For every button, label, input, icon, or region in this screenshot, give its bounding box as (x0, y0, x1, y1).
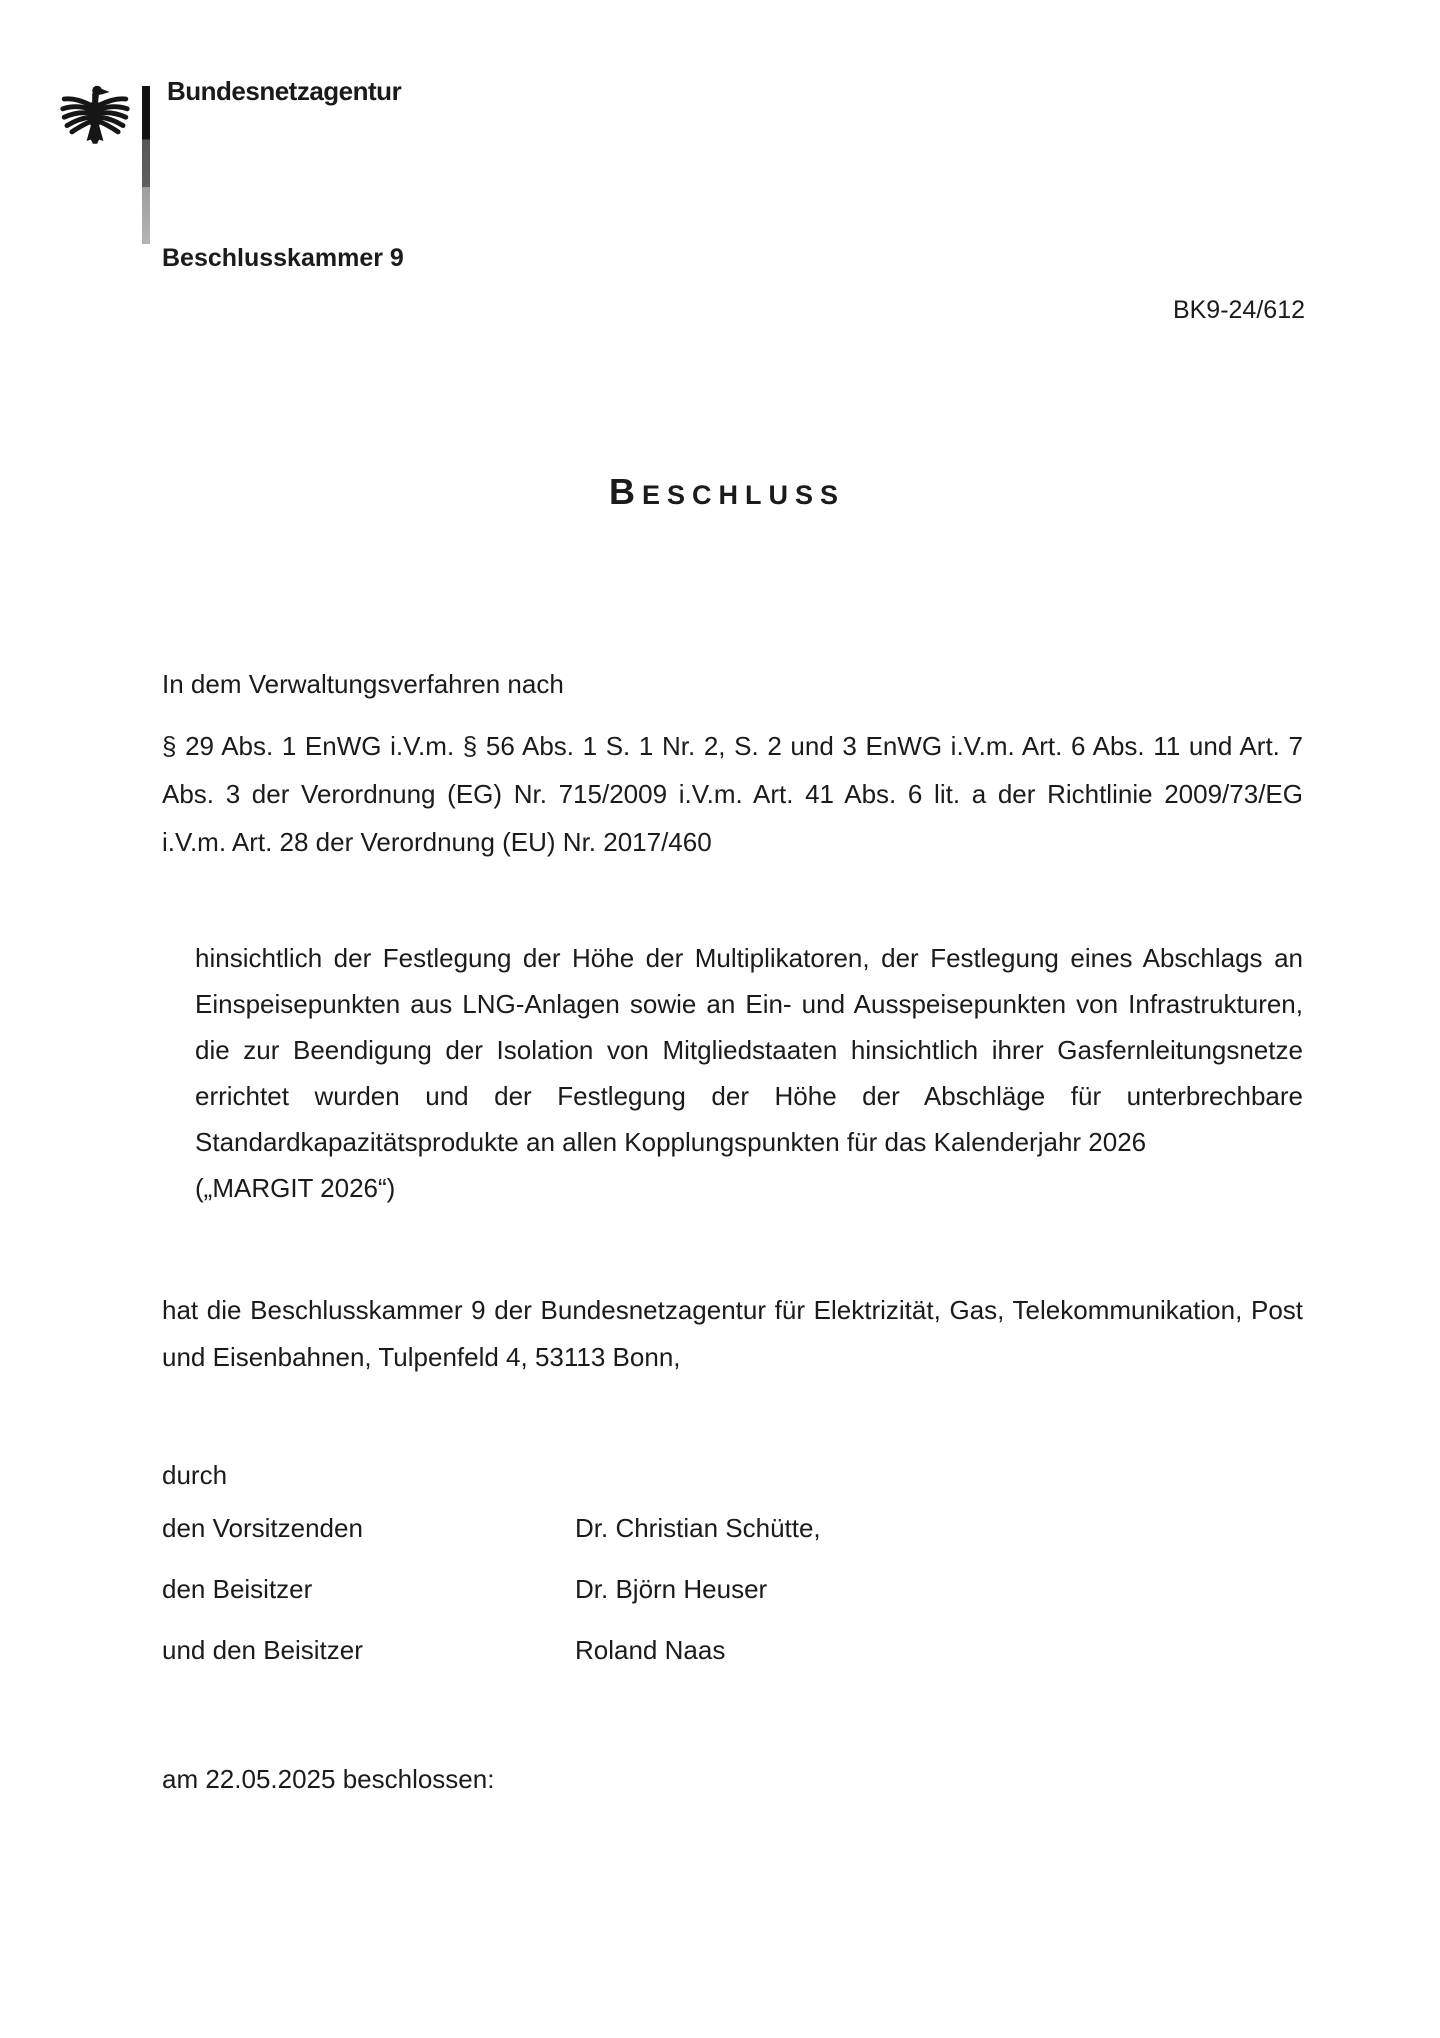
text-line: und Eisenbahnen, Tulpenfeld 4, 53113 Bonn, (162, 1342, 681, 1372)
text-line: Standardkapazitätsprodukte an allen Kopplungspunkten für das Kalenderjahr 2026 (195, 1127, 1147, 1157)
durch-label: durch (162, 1460, 228, 1490)
chamber-name: Beschlusskammer 9 (162, 244, 404, 272)
legal-basis-paragraph (162, 722, 1303, 866)
text-line: i.V.m. Art. 28 der Verordnung (EU) Nr. 2017/460 (162, 827, 712, 857)
text-line: hinsichtlich der Festlegung der Höhe der Multiplikatoren, der Festlegung eines Abschlags an (195, 943, 1303, 973)
text-line: Einspeisepunkten aus LNG-Anlagen sowie an Ein- und Ausspeisepunkten von Infrastrukturen, (195, 989, 1303, 1019)
agency-name: Bundesnetzagentur (167, 76, 402, 106)
logo-divider-bar (142, 86, 150, 244)
member-role: den Vorsitzenden (162, 1513, 363, 1543)
case-reference-number: BK9-24/612 (1172, 296, 1305, 324)
text-line: § 29 Abs. 1 EnWG i.V.m. § 56 Abs. 1 S. 1 Nr. 2, S. 2 und 3 EnWG i.V.m. Art. 6 Abs. 11 und Art. 7 (162, 731, 1303, 761)
decision-date-line: am 22.05.2025 beschlossen: (162, 1764, 495, 1794)
intro-line: In dem Verwaltungsverfahren nach (162, 669, 564, 699)
text-line: hat die Beschlusskammer 9 der Bundesnetzagentur für Elektrizität, Gas, Telekommunikation, Post (162, 1295, 1303, 1325)
member-role: und den Beisitzer (162, 1635, 363, 1665)
deciding-authority-paragraph (162, 1287, 1303, 1381)
text-line: errichtet wurden und der Festlegung der Höhe der Abschläge für unterbrechbare (195, 1081, 1303, 1111)
member-name: Dr. Björn Heuser (575, 1574, 768, 1604)
member-name: Roland Naas (575, 1635, 726, 1665)
text-line: Abs. 3 der Verordnung (EG) Nr. 715/2009 i.V.m. Art. 41 Abs. 6 lit. a der Richtlinie 2009/73/EG (162, 779, 1303, 809)
document-title (0, 471, 1440, 513)
member-name: Dr. Christian Schütte, (575, 1513, 821, 1543)
member-role: den Beisitzer (162, 1574, 313, 1604)
subject-paragraph (195, 935, 1303, 1211)
text-line: („MARGIT 2026“) (195, 1173, 396, 1203)
title-rest: ESCHLUSS (641, 480, 846, 510)
title-initial: B (608, 471, 642, 512)
text-line: die zur Beendigung der Isolation von Mitgliedstaaten hinsichtlich ihrer Gasfernleitungsnetze (195, 1035, 1303, 1065)
federal-eagle-icon (60, 80, 130, 146)
